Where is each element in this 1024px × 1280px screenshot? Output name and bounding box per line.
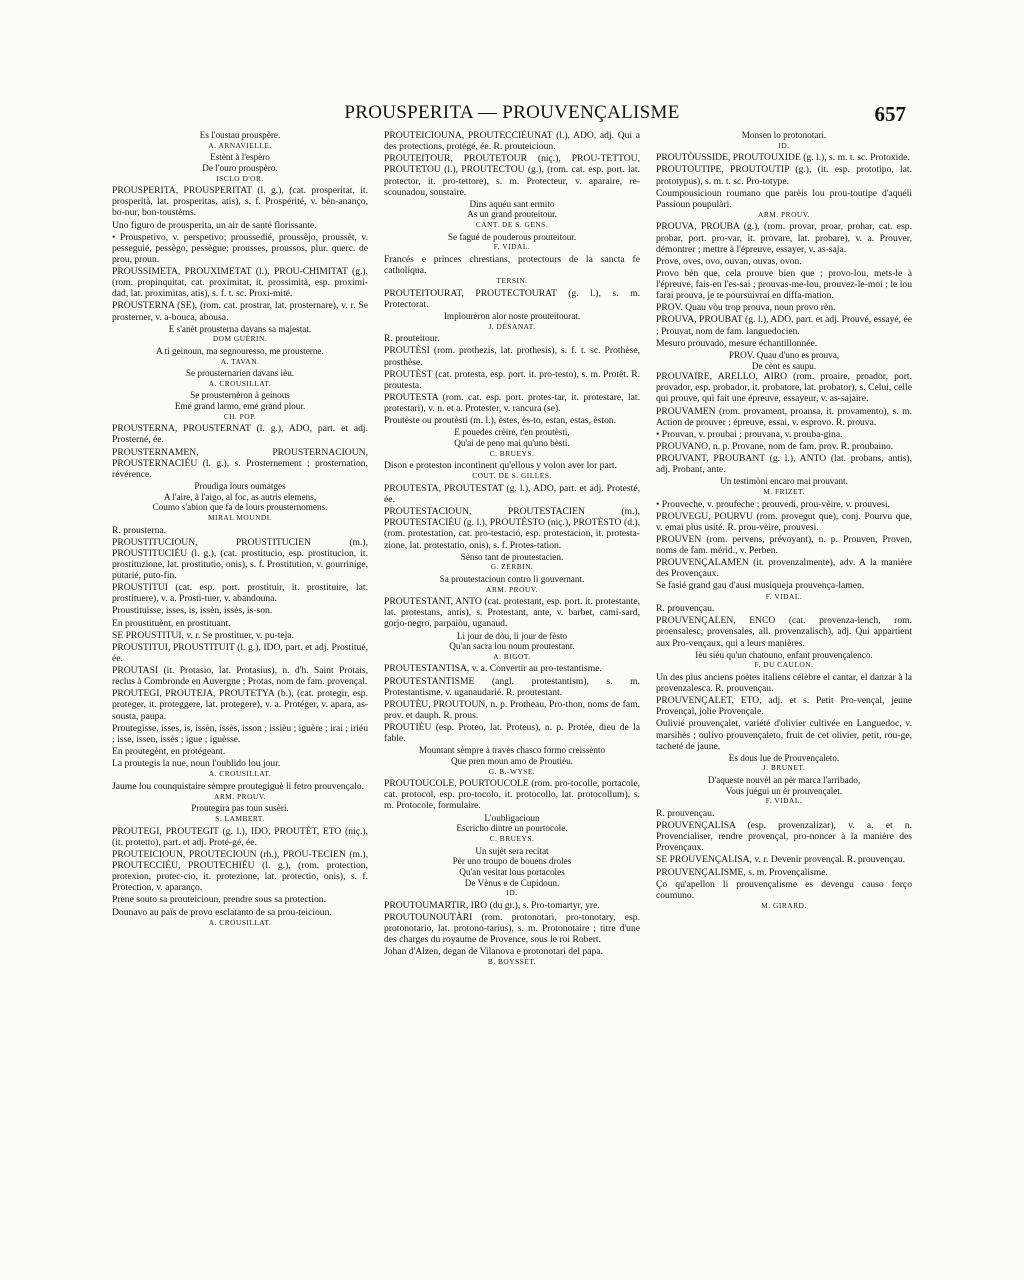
citation-attribution: CANT. DE S. GENS. — [475, 220, 549, 230]
page-number: 657 — [874, 102, 906, 126]
dictionary-entry: PROUSTERNA, PROUSTERNAT (l. g.), ADO, part. et adj. Prosterné, ée. — [112, 423, 368, 446]
citation-attribution: A. CROUSILLAT. — [208, 769, 272, 779]
dictionary-entry: PROUTÒUSSIDE, PROUTOUXIDE (g. l.), s. m. t. sc. Protoxide. — [656, 152, 910, 164]
entry-note: Provo bèn que, cela prouve bien que ; provo-lou, mets-le à l'épreuve, fais-en l'es-sai ; prouvas-me-lou, prouvez-le-moi ; le lou farai prouva, je te poursuivrai en diffa-mation. — [656, 267, 912, 302]
citation-attribution: J. DÉSANAT. — [488, 321, 536, 331]
quotation-line: Dins aquéu sant ermito — [469, 198, 555, 209]
dictionary-entry: PROUTESTANTISME (angl. protestantism), s. m. Protestantisme, v. uganaudarié. R. proutestant. — [384, 675, 640, 698]
entry-note: Uno figuro de prousperita, un air de santé florissante. — [112, 219, 317, 231]
dictionary-entry: PROUVEGU, POURVU (rom. provegut que), conj. Pourvu que, v. emai plus usité. R. prou-vèire, prouvesi. — [656, 510, 912, 533]
quotation-line: Es l'oustau prouspère. — [199, 130, 281, 140]
dictionary-entry: La proutegis la nue, noun l'oublido lou jour. — [112, 758, 281, 770]
citation-attribution: G. B.-WYSE. — [488, 766, 536, 776]
quotation-line: Pèr uno troupo de bouens droles — [452, 856, 572, 867]
dictionary-entry: PROUVENÇALISME, s. m. Provençalisme. — [656, 866, 828, 878]
dictionary-entry: PROUTESTA (rom. cat. esp. port. protes-tar, it. protestare, lat. protestari), v. n. et a. Protester, v. rancura (se). — [384, 391, 640, 414]
entry-note: PROV. Quau vòu trop prouva, noun provo rèn. — [656, 302, 836, 314]
dictionary-entry: PROUSTITUI (cat. esp. port. prostituir, it. prostituire, lat. prostituere), v. a. Prosti-tuer, v. abandouna. — [112, 582, 368, 605]
entry-note: R. prouvençau. — [656, 807, 715, 819]
dictionary-entry: PROUTEICIOUNA, PROUTECCIÉUNAT (l.), ADO, adj. Qui a des protections, protégé, ée. R. prouteicioun. — [384, 130, 640, 153]
citation-attribution: ARM. PROUV. — [758, 209, 810, 219]
quotation-line: De l'ouro prouspèro. — [202, 162, 278, 173]
dictionary-entry: PROUVA, PROUBAT (g. l.), ADO, part. et adj. Prouvé, essayé, ée ; Prouvat, nom de fam. languedocien. — [656, 314, 912, 337]
quotation-line: Qu'ai de peno mai qu'uno bèsti. — [454, 437, 570, 448]
dictionary-entry: PROUTOUTIPE, PROUTOUTIP (g.), (it. esp. prototipo, lat. prototypus), s. m. t. sc. Pro-totype. — [656, 164, 912, 187]
citation-attribution: C. BRUEYS. — [489, 448, 535, 458]
dictionary-entry: PROUTESTANTISA, v. a. Convertir au pro-testantisme. — [384, 663, 602, 675]
dictionary-entry: PROUSTITUCIOUN, PROUSTITUCIEN (m.), PROUSTITUCIÉU (l. g.), (cat. prostitucio, esp. prostitucion, it. prostituzione, lat. prostitutio, onis), s. f. Prostitution, v. gourrinige, putarié, puto-fin. — [112, 536, 368, 582]
citation-attribution: MIRAL MOUNDI. — [207, 512, 273, 522]
quotation-line: As un grand prouteitour. — [467, 209, 557, 220]
citation-attribution: M. FRIZET. — [763, 486, 805, 496]
citation-attribution: M. GIRARD. — [761, 900, 807, 910]
entry-note: Oulivié prouvençalet, variété d'olivier cultivée en Languedoc, v. marsihès ; oulivo prouvençaleto, fruit de cet olivier, petit, rou-ge, tacheté de jaune. — [656, 718, 912, 752]
quotation-line: Qu'an vesitat lous portacoles — [459, 866, 565, 877]
dictionary-entry: PROUVAMEN (rom. provament, proansa, it. provamento), s. m. Action de prouver ; épreuve, essai, v. esprovo. R. prouva. — [656, 405, 912, 428]
citation-attribution: ARM. PROUV. — [214, 791, 266, 801]
dictionary-entry: Se fasié grand gau d'ausi musiqueja prouvença-lamen. — [656, 580, 865, 592]
dictionary-entry: PROUSTERNA (SE), (rom. cat. prostrar, lat. prosternare), v. r. Se prosterner, v. a-bouca, abousa. — [112, 300, 368, 323]
dictionary-entry: • Prouspetivo, v. perspetivo; proussedié, proussèjo, proussèt, v. pesseguié, pessègo, pessègue; prousses, proussos, plur. querc. de prou, proun. — [112, 231, 368, 265]
quotation-line: Coumo s'abion que fa de lours prousternomens. — [152, 502, 328, 513]
dictionary-entry: PROUTEITOUR, PROUTETOUR (niç.), PROU-TETTOU, PROUTETOU (l.), PROUTECTOU (g.), (rom. cat. esp. port. lat. protector, it. pro-tettore), s. m. Protecteur, v. aparaire, re-scounadou, soustaire. — [384, 153, 640, 198]
citation-attribution: A. TAVAN. — [220, 356, 260, 366]
quotation-line: D'aqueste nouvèl an pèr marca l'arribado, — [707, 775, 861, 785]
citation-attribution: S. LAMBERT. — [215, 814, 265, 824]
dictionary-entry: PROUTESTANT, ANTO (cat. protestant, esp. port. it. protestante, lat. protestans, antis), s. Protestant, ante, v. barbet, cami-sard, gorjo-negro, parpaiòu, uganaud. — [384, 596, 640, 630]
dictionary-entry: SE PROUVENÇALISA, v. r. Devenir provençal. R. prouvençau. — [656, 854, 906, 866]
entry-note: Prene souto sa prouteicioun, prendre sous sa protection. — [112, 894, 326, 906]
citation-attribution: C. BRUEYS. — [489, 833, 535, 843]
quotation-line: De cènt es saupu. — [751, 360, 817, 371]
dictionary-entry: PROUTOUCOLE, POURTOUCOLE (rom. pro-tocolle, portacole, cat. protocol, esp. pro-tocolo, it. protocollo, lat. protocollum), s. m. Protocole, formulaire. — [384, 778, 640, 812]
quotation-line: Un sujèt sera recitat — [475, 845, 549, 856]
dictionary-entry: Jaume lou counquistaire sèmpre proutegiguè li fetro prouvençalo. — [112, 780, 365, 792]
dictionary-entry: PROUTASI (it. Protasio, lat. Protasius), n. d'h. Saint Protais, reclus à Combronde en Auvergne ; Protas, nom de fam. provençal. — [112, 665, 368, 688]
citation-attribution: F. VIDAL. — [493, 242, 531, 252]
citation-attribution: A. CROUSILLAT. — [208, 917, 272, 927]
citation-attribution: ARM. PROUV. — [486, 584, 538, 594]
column-left — [112, 130, 368, 1220]
quotation-line: Proudiga lours oumatges — [194, 480, 286, 491]
quotation-line: Implourèron alor noste prouteitourat. — [443, 311, 581, 321]
quotation-line: Qu'an sacra lou noum proutestant. — [449, 641, 575, 652]
dictionary-entry: PROUTÈSI (rom. prothezis, lat. prothesis), s. f. t. sc. Prothèse, prosthèse. — [384, 345, 640, 368]
quotation-line: Sa proutestacioun contro li gouvernant. — [439, 573, 585, 584]
quotation-line: Ièu siéu qu'un chatouno, enfant prouvençalenco. — [695, 649, 873, 660]
dictionary-entry: PROUTIÈU (esp. Proteo, lat. Proteus), n. p. Protée, dieu de la fable. — [384, 722, 640, 745]
dictionary-entry: PROUTÈST (cat. protesta, esp. port. it. pro-testo), s. m. Protêt. R. proutesta. — [384, 368, 640, 391]
quotation-line: A l'aire, à l'aigo, al foc, as autris elemens, — [163, 491, 317, 502]
citation-attribution: B. BOYSSET. — [487, 957, 537, 967]
dictionary-entry: PROUVAIRE, ARELLO, AIRO (rom. proaire, proador, port. provador, esp. probador, it. probatore, lat. probator), s. Celui, celle qui prouve, qui fait une épreuve, essayeur, v. as-sajaire. — [656, 371, 912, 405]
quotation-line: PROV. Quau d'uno es prouva, — [728, 349, 840, 360]
dictionary-entry: SE PROUSTITUI, v. r. Se prostituer, v. pu-teja. — [112, 629, 294, 641]
running-title: PROUSPERITA — PROUVENÇALISME — [344, 102, 680, 123]
quotation-line: Un testimòni encaro mai prouvant. — [720, 476, 848, 487]
entry-note: Prove, oves, ovo, ouvan, ouvas, ovon. — [656, 255, 802, 267]
dictionary-entry: Dison e proteston incontinent qu'ellous y volon aver lor part. — [384, 460, 617, 472]
entry-note: En proutegènt, en protégeant. — [112, 745, 226, 757]
quotation-line: Sènso tant de proutestacien. — [460, 551, 564, 562]
quotation-line: E pouedes crèire, t'en proutèsti, — [454, 427, 570, 438]
entry-note: Proutèste ou proutèsti (m. l.), èstes, ès-to, estan, estas, èston. — [384, 415, 617, 427]
quotation-line: Monsen lo protonotari. — [741, 130, 827, 140]
quotation-line: Emé grand larmo, emé grand plour. — [174, 401, 306, 412]
citation-attribution: COUT. DE S. GILLES. — [472, 471, 552, 481]
citation-attribution: ID. — [778, 140, 790, 150]
citation-attribution: TERSIN. — [496, 276, 528, 286]
dictionary-entry: PROUSPERITA, PROUSPERITAT (l. g.), (cat. prosperitat, it. prosperità, lat. prosperitas, atis), s. f. Prospérité, v. bèn-ananço, bo-nur, bon-toustèms. — [112, 185, 368, 219]
quotation-line: L'oubligacioun — [484, 812, 540, 823]
quotation-line: Li jour de dòu, li jour de fèsto — [456, 630, 568, 641]
quotation-line: Es dous lue de Prouvençaleto. — [728, 752, 840, 763]
citation-attribution: F. VIDAL. — [765, 796, 803, 806]
dictionary-entry: Francés e princes chrestians, protectours de la sancta fe catholiqua. — [384, 253, 640, 277]
citation-attribution: A. ARNAVIELLE. — [208, 140, 272, 150]
dictionary-columns — [112, 130, 912, 1220]
dictionary-entry: PROUSTERNAMEN, PROUSTERNACIOUN, PROUSTERNACIÉU (l. g.), s. Prosternement ; prosternation, révérence. — [112, 446, 368, 480]
dictionary-entry: PROUTEGI, PROUTEGIT (g. l.), IDO, PROUTÈT, ETO (niç.), (it. protetto), part. et adj. Proté-gé, ée. — [112, 825, 368, 848]
quotation-line: Mountant sèmpre à travès chasco formo creissènto — [418, 745, 606, 756]
dictionary-entry: PROUSSIMETA, PROUXIMETAT (l.), PROU-CHIMITAT (g.), (rom. propinquitat, cat. proximitat, it. prossimità, esp. proximi-dad, lat. proximitas, atis), s. f. t. sc. Proxi-mité. — [112, 266, 368, 300]
dictionary-entry: PROUVENÇALAMEN (it. provenzalmente), adv. A la manière des Provençaux. — [656, 557, 912, 580]
citation-attribution: F. DU CAULON. — [754, 660, 814, 670]
citation-attribution: A. BIGOT. — [493, 651, 531, 661]
quotation-line: Se prousternarien davans ièu. — [185, 368, 295, 379]
entry-note: Proutegisse, isses, is, issèn, issès, isson ; issièu ; iguère ; irai ; iriéu ; isse, issen, issès ; igue ; iguèsse. — [112, 722, 368, 745]
dictionary-entry: PROUTEITOURAT, PROUTECTOURAT (g. l.), s. m. Protectorat. — [384, 287, 640, 310]
citation-attribution: ISCLO D'OR. — [216, 173, 264, 183]
quotation-line: Escricho dintre un pourtocole. — [456, 823, 568, 834]
column-right — [656, 130, 912, 1220]
quotation-line: Se prousternèron à geinous — [190, 390, 290, 401]
citation-attribution: DOM GUÉRIN. — [212, 334, 268, 344]
dictionary-entry: PROUTESTA, PROUTESTAT (g. l.), ADO, part. et adj. Protesté, ée. — [384, 482, 640, 505]
quotation-line: E s'anèt prousterna davans sa majestat. — [168, 323, 312, 334]
quotation-line: Proutegira pas toun susèri. — [191, 803, 289, 814]
quotation-line: Que pren moun amo de Proutièu. — [451, 755, 573, 766]
dictionary-entry: PROUVENÇALET, ETO, adj. et s. Petit Pro-vençal, jeune Provençal, jolie Provençale. — [656, 695, 912, 718]
entry-note: En proustituènt, en prostituant. — [112, 617, 231, 629]
entry-note: R. prouteitour. — [384, 333, 440, 345]
quotation-line: Se fagué de pouderous prouteitour. — [447, 231, 577, 242]
dictionary-entry: PROUVA, PROUBA (g.), (rom. provar, proar, prohar, cat. esp. probar, port. pro-var, it. provare, lat. probare), v. a. Prouver, démontrer ; mettre à l'épreuve, essayer, v. as-saja. — [656, 221, 912, 255]
dictionary-entry: PROUVANT, PROUBANT (g. l.), ANTO (lat. probans, antis), adj. Probant, ante. — [656, 453, 912, 476]
quotation-line: Estènt à l'espèro — [210, 152, 270, 163]
dictionary-entry: Un des plus anciens poètes italiens célèbre el cantar, el danzar à la provenzalesca. R. prouvençau. — [656, 671, 912, 694]
dictionary-entry: PROUVENÇALISA (esp. provenzalizar), v. a. et n. Provencialiser, rendre provençal, pro-noncer à la manière des Provençaux. — [656, 820, 912, 854]
dictionary-entry: PROUTEICIOUN, PROUTECIOUN (rh.), PROU-TECIEN (m.), PROUTECCIÉU, PROUTECHIÉU (l. g.), (rom. protection, protexion, protec-cio, it. protezione, lat. protectio, onis), s. f. Protection, v. aparanço. — [112, 848, 368, 894]
entry-note: R. prouvençau. — [656, 603, 715, 615]
dictionary-entry: PROUVENÇALEN, ENCO (cat. provenza-lench, rom. proensalesc, provensales, all. provenzalisch), adj. Qui appartient aux Pro-vençaux, qui a leurs manières. — [656, 615, 912, 649]
dictionary-entry: Coumpousicioun roumano que parèis lou prou-toutipe d'aquéli Passioun poupulàri. — [656, 187, 912, 210]
dictionary-entry: Ço qu'apellon li prouvençalisme es devengu causo forço coumuno. — [656, 878, 912, 901]
dictionary-entry: PROUTOUNOUTÀRI (rom. protonotari, pro-tonotary, esp. protonotario, lat. protono-tarius), s. m. Protonotaire ; titre d'une des charges du royaume de Provence, sous le roi Robert. — [384, 911, 640, 946]
dictionary-entry: Johan d'Alzen, degan de Vilanova e protonotari del papa. — [384, 946, 603, 958]
dictionary-entry: PROUTEGI, PROUTEJA, PROUTETYA (b.), (cat. protegir, esp. proteger, it. proteggere, lat. protegere), v. a. Protéger, v. apara, as-sousta, paupa. — [112, 688, 368, 722]
dictionary-entry: PROUSTITUI, PROUSTITUIT (l. g.), IDO, part. et adj. Prostitué, ée. — [112, 641, 368, 664]
citation-attribution: J. BRUNET. — [762, 763, 806, 773]
dictionary-entry: • Prouvan, v. proubai ; prouvana, v. prouba-gina. — [656, 428, 843, 440]
quotation-line: A ti geinoun, ma segnouresso, me prousterne. — [156, 345, 324, 356]
citation-attribution: G. ZERBIN. — [490, 562, 534, 572]
dictionary-entry: PROUVEN (rom. pervens, prévoyant), n. p. Prouven, Proven, noms de fam. mérid., v. Perben. — [656, 533, 912, 557]
citation-attribution: F. VIDAL. — [765, 591, 803, 601]
citation-attribution: A. CROUSILLAT. — [208, 378, 272, 388]
citation-attribution: ID. — [506, 888, 518, 898]
page-header — [0, 100, 1024, 130]
entry-note: Mesuro prouvado, mesure échantillonnée. — [656, 337, 818, 349]
dictionary-entry: PROUTÈU, PROUTOUN, n. p. Protheau, Pro-thon, noms de fam. prov. et dauph. R. prous. — [384, 698, 640, 721]
dictionary-entry: Dounavo au païs de provo esclatanto de sa prou-teicioun. — [112, 906, 332, 918]
dictionary-entry: • Prouveche, v. proufeche ; prouvedi, prou-vèire, v. prouvesi. — [656, 498, 890, 510]
entry-note: R. prousterna. — [112, 524, 167, 536]
dictionary-entry: PROUTOUMARTIR, IRO (du gr.), s. Pro-tomartyr, yre. — [384, 899, 600, 911]
dictionary-entry: PROUTESTACIOUN, PROUTESTACIEN (m.), PROUTESTACIÉU (g. l.), PROUTÈSTO (niç.), PROTÈSTO (d.), (rom. protestation, cat. pro-testació, esp. protestacion, it. protesta-zione, lat. protestatio, onis), s. f. Protes-tation. — [384, 506, 640, 551]
entry-note: Proustituisse, isses, is, issèn, issès, is-son. — [112, 605, 273, 617]
quotation-line: Vous juégui un èr prouvençalet. — [725, 785, 843, 796]
quotation-line: De Vènus e de Cupidoun. — [464, 877, 560, 888]
column-middle — [384, 130, 640, 1220]
dictionary-entry: PROUVANO, n. p. Provane, nom de fam. prov. R. proubaino. — [656, 440, 894, 452]
citation-attribution: CH. POP. — [223, 411, 257, 421]
